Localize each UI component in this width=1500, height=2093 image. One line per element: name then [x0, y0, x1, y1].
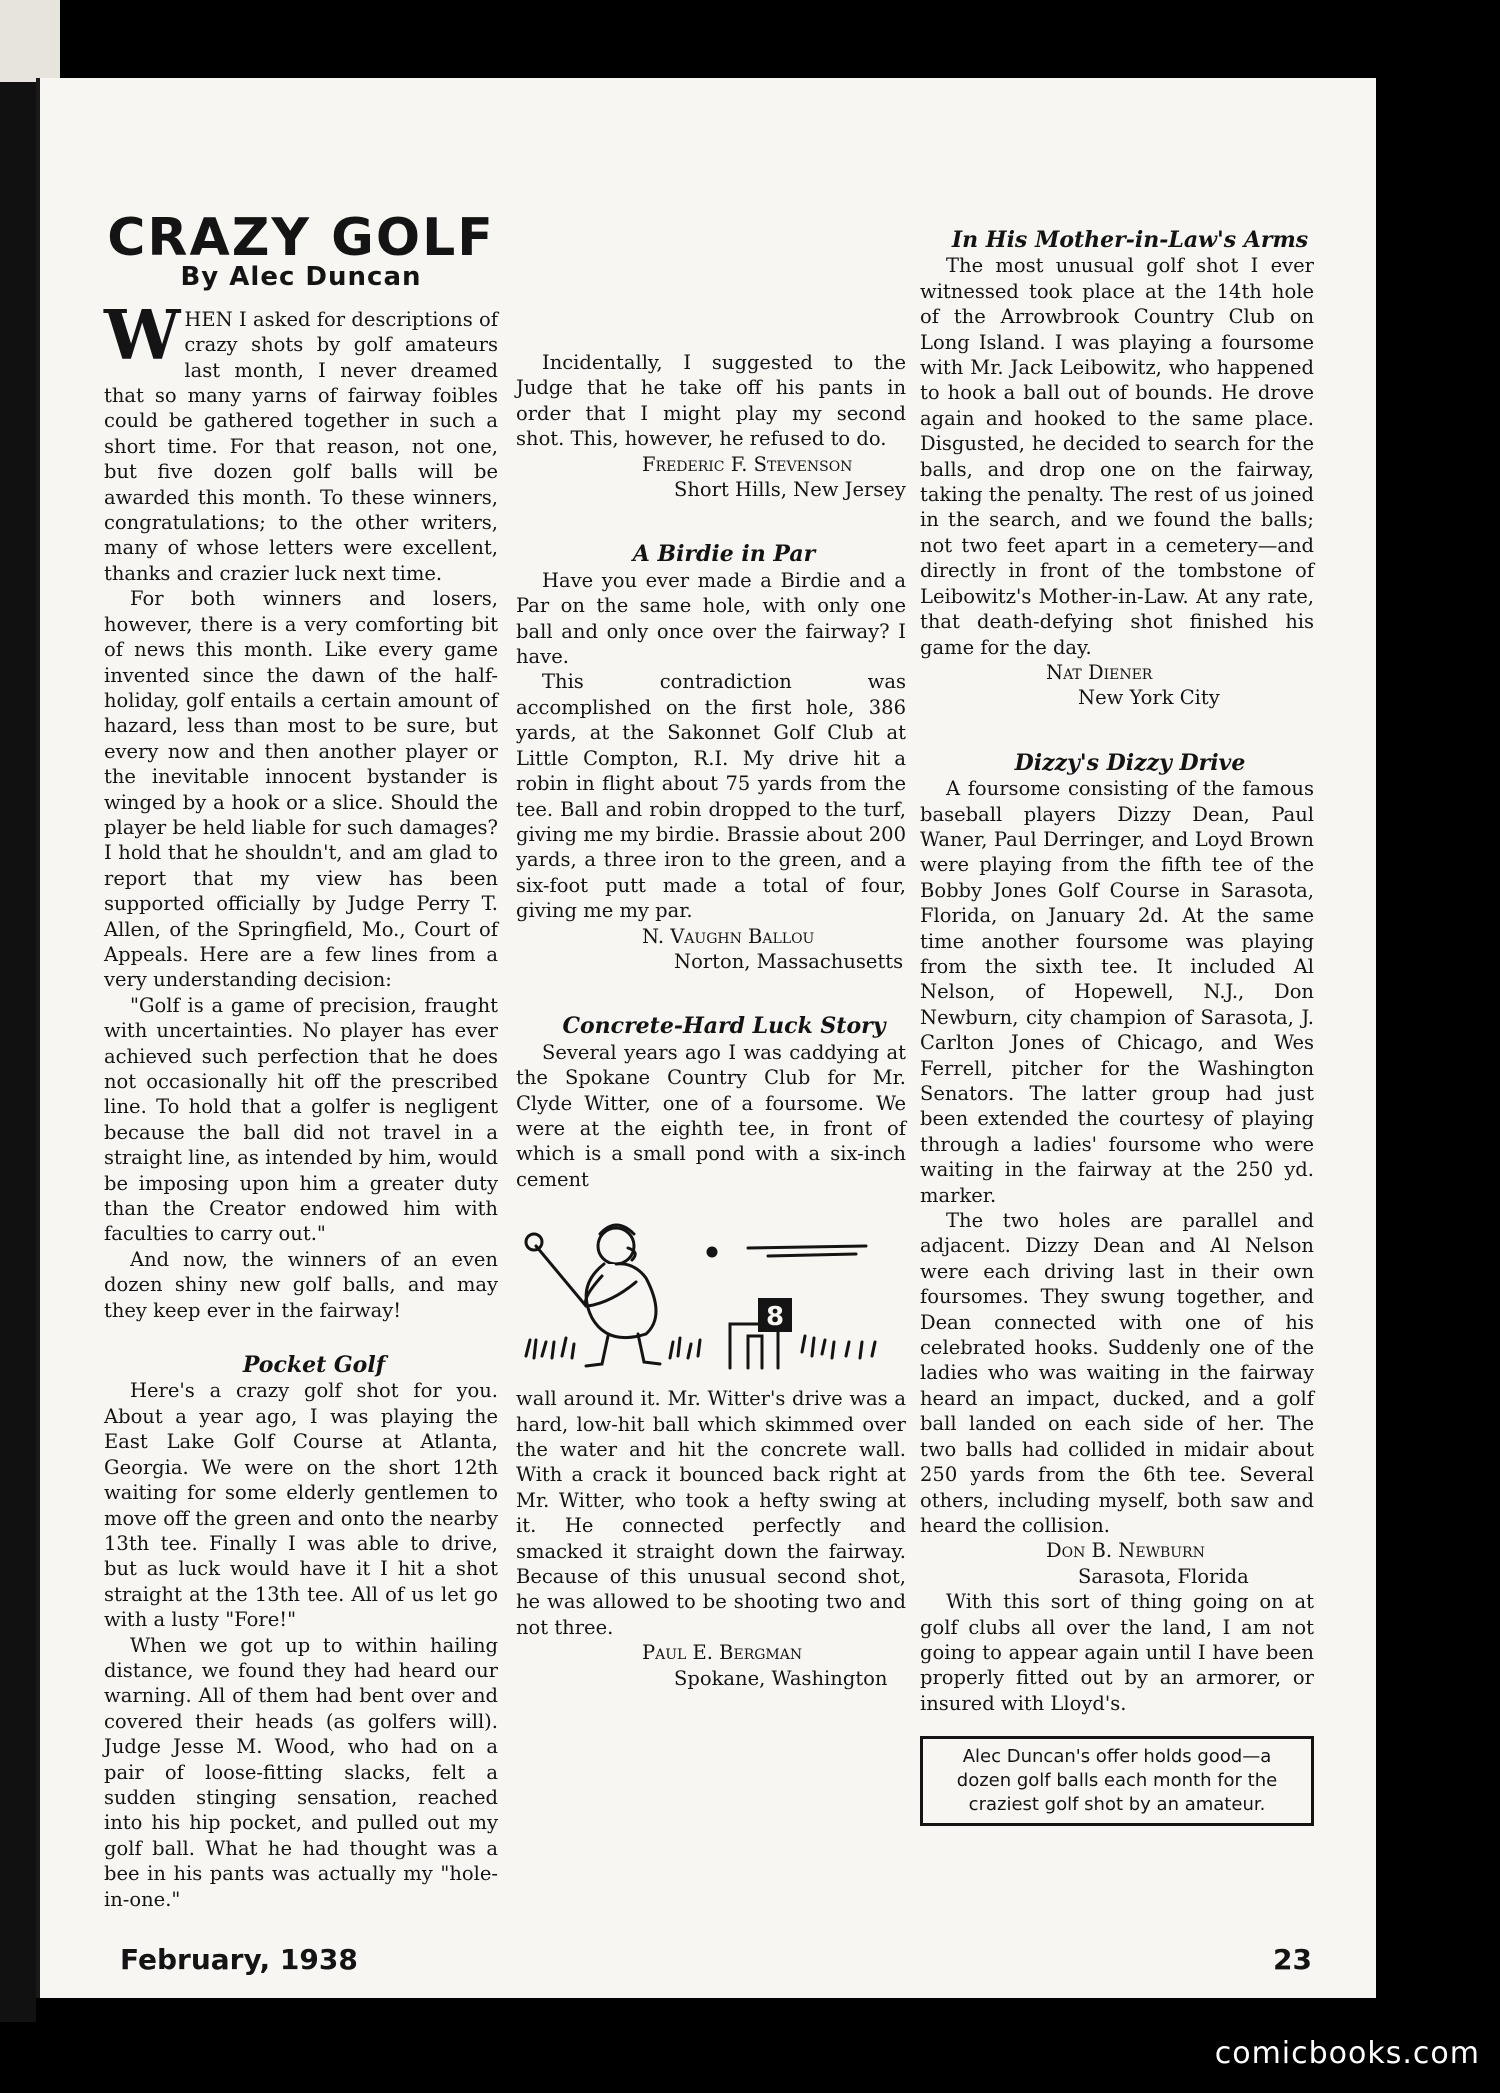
pocket-golf-paragraph-1: Here's a crazy golf shot for you. About a year ago, I was playing the East Lake Golf Course at Atlanta, Georgia. We were on the short 12th waiting for some elderly gentlemen to move off the green and onto the nearby 13th tee. Finally I was able to drive, but as luck would have it I hit a shot straight at the 13th tee. All of us let go with a lusty "Fore!" [104, 1379, 498, 1632]
magazine-page [36, 78, 1376, 1998]
binding-spine [0, 62, 36, 2022]
article-byline: By Alec Duncan [180, 262, 422, 293]
signature-name-newburn: Don B. Newburn [1046, 1539, 1205, 1563]
intro-paragraph-1 [104, 295, 498, 586]
signature-name-stevenson: Frederic F. Stevenson [642, 452, 853, 476]
heading-concrete-hard: Concrete-Hard Luck Story [562, 1013, 886, 1040]
watermark-text: comicbooks.com [1214, 2036, 1480, 2071]
concrete-paragraph-1a: Several years ago I was caddying at the Spokane Country Club for Mr. Clyde Witter, one of a foursome. We were at the eighth tee, in front of which is a small pond with a six-inch cement [516, 1040, 906, 1191]
dizzy-paragraph-1: A foursome consisting of the famous baseball players Dizzy Dean, Paul Waner, Paul Derringer, and Loyd Brown were playing from the fifth tee of the Bobby Jones Golf Course in Sarasota, Florida, on January 2d. At the same time another foursome was playing from the sixth tee. It included Al Nelson, of Hopewell, N.J., Don Newburn, city champion of Sarasota, J. Carlton Jones of Chicago, and Wes Ferrell, pitcher for the Washington Senators. The latter group had just been extended the courtesy of playing through a ladies' foursome who were waiting in the fairway at the 250 yd. marker. [920, 777, 1314, 1207]
column-3 [920, 228, 1314, 1826]
heading-birdie-in-par: A Birdie in Par [632, 541, 816, 568]
birdie-paragraph-2: This contradiction was accomplished on the first hole, 386 yards, at the Sakonnet Golf Club at Little Compton, R.I. My drive hit a robin in flight about 75 yards from the tee. Ball and robin dropped to the turf, giving me my birdie. Brassie about 200 yards, a three iron to the green, and a six-foot putt made a total of four, giving me my par. [516, 670, 906, 923]
intro-paragraph-2: For both winners and losers, however, there is a very comforting bit of news this month. Like every game invented since the dawn of the half-holiday, golf entails a certain amount of hazard, less than most to be sure, but every now and then another player or the inevitable innocent bystander is winged by a hook or a slice. Should the player be held liable for such damages? I hold that he shouldn't, and am glad to report that my view has been supported officially by Judge Perry T. Allen, of the Springfield, Mo., Court of Appeals. Here are a few lines from a very understanding decision: [104, 587, 498, 992]
heading-pocket-golf: Pocket Golf [242, 1352, 386, 1379]
signature-name-diener: Nat Diener [1046, 660, 1153, 684]
birdie-paragraph-1: Have you ever made a Birdie and a Par on the same hole, with only one ball and only once over the fairway? I have. [516, 568, 906, 669]
signature-place-diener: New York City [1078, 686, 1220, 710]
page-corner-edge [0, 0, 60, 82]
signature-name-bergman: Paul E. Bergman [642, 1641, 803, 1665]
heading-dizzy-drive: Dizzy's Dizzy Drive [1014, 749, 1246, 776]
signature-place-stevenson: Short Hills, New Jersey [674, 478, 906, 502]
column-2 [516, 350, 906, 1691]
concrete-paragraph-1b: wall around it. Mr. Witter's drive was a hard, low-hit ball which skimmed over the water and hit the concrete wall. With a crack it bounced back right at Mr. Witter, who took a hefty swing at it. He connected perfectly and smacked it straight down the fairway. Because of this unusual second shot, he was allowed to be shooting two and not three. [516, 1387, 906, 1639]
intro-paragraph-4: And now, the winners of an even dozen shiny new golf balls, and may they keep ever in the fairway! [104, 1247, 498, 1322]
pocket-golf-paragraph-2: When we got up to within hailing distance, we found they had heard our warning. All of them had bent over and covered their heads (as golfers will). Judge Jesse M. Wood, who had on a pair of loose-fitting slacks, felt a sudden stinging sensation, reached into his hip pocket, and pulled out my golf ball. What he had thought was a bee in his pants was actually my "hole-in-one." [104, 1633, 498, 1911]
footer-date: February, 1938 [120, 1943, 358, 1976]
offer-box: Alec Duncan's offer holds good—a dozen golf balls each month for the craziest golf shot by an amateur. [920, 1736, 1314, 1826]
tee-marker-number: 8 [765, 1302, 785, 1333]
pocket-golf-paragraph-3: Incidentally, I suggested to the Judge that he take off his pants in order that I might play my second shot. This, however, he refused to do. [516, 351, 906, 451]
signature-place-bergman: Spokane, Washington [674, 1666, 888, 1690]
mother-in-law-paragraph-1: The most unusual golf shot I ever witnessed took place at the 14th hole of the Arrowbrook Country Club on Long Island. I was playing a foursome with Mr. Jack Leibowitz, who happened to hook a ball out of bounds. He drove again and hooked to the same place. Disgusted, he decided to search for the balls, and drop one on the fairway, taking the penalty. The rest of us joined in the search, and we found the balls; not two feet apart in a cemetery—and directly in front of the tombstone of Leibowitz's Mother-in-Law. At any rate, that death-defying shot finished his game for the day. [920, 254, 1314, 659]
closing-paragraph: With this sort of thing going on at golf clubs all over the land, I am not going to appear again until I have been properly fitted out by an armorer, or insured with Lloyd's. [920, 1590, 1314, 1715]
signature-place-newburn: Sarasota, Florida [1078, 1564, 1249, 1588]
drop-cap: W [104, 295, 181, 376]
signature-name-ballou: N. Vaughn Ballou [642, 924, 815, 948]
signature-place-ballou: Norton, Massachusetts [674, 949, 904, 973]
column-1 [104, 208, 498, 1912]
court-quote: "Golf is a game of precision, fraught with uncertainties. No player has ever achieved such perfection that he does not occasionally hit off the prescribed line. To hold that a golfer is negligent because the ball did not travel in a straight line, as intended by him, would be imposing upon him a greater duty than the Creator endowed him with faculties to carry out." [104, 993, 498, 1246]
golfer-illustration [516, 1206, 906, 1376]
dizzy-paragraph-2: The two holes are parallel and adjacent. Dizzy Dean and Al Nelson were each driving last in their own foursomes. They swung together, and Dean connected with one of his celebrated hooks. Suddenly one of the ladies who was waiting in the fairway heard an impact, ducked, and a golf ball landed on each side of her. The two balls had collided in midair about 250 yards from the 6th tee. Several others, including myself, both saw and heard the collision. [920, 1209, 1314, 1537]
heading-mother-in-law: In His Mother-in-Law's Arms [951, 227, 1309, 253]
article-title: CRAZY GOLF [107, 208, 495, 268]
intro-paragraph-1-text: HEN I asked for descriptions of crazy shots by golf amateurs last month, I never dreamed that so many yarns of fairway foibles could be gathered together in such a short time. For that reason, not one, but five dozen golf balls will be awarded this month. To these winners, congratulations; to the other writers, many of whose letters were excellent, thanks and crazier luck next time. [104, 307, 498, 585]
page-number: 23 [1273, 1943, 1312, 1976]
